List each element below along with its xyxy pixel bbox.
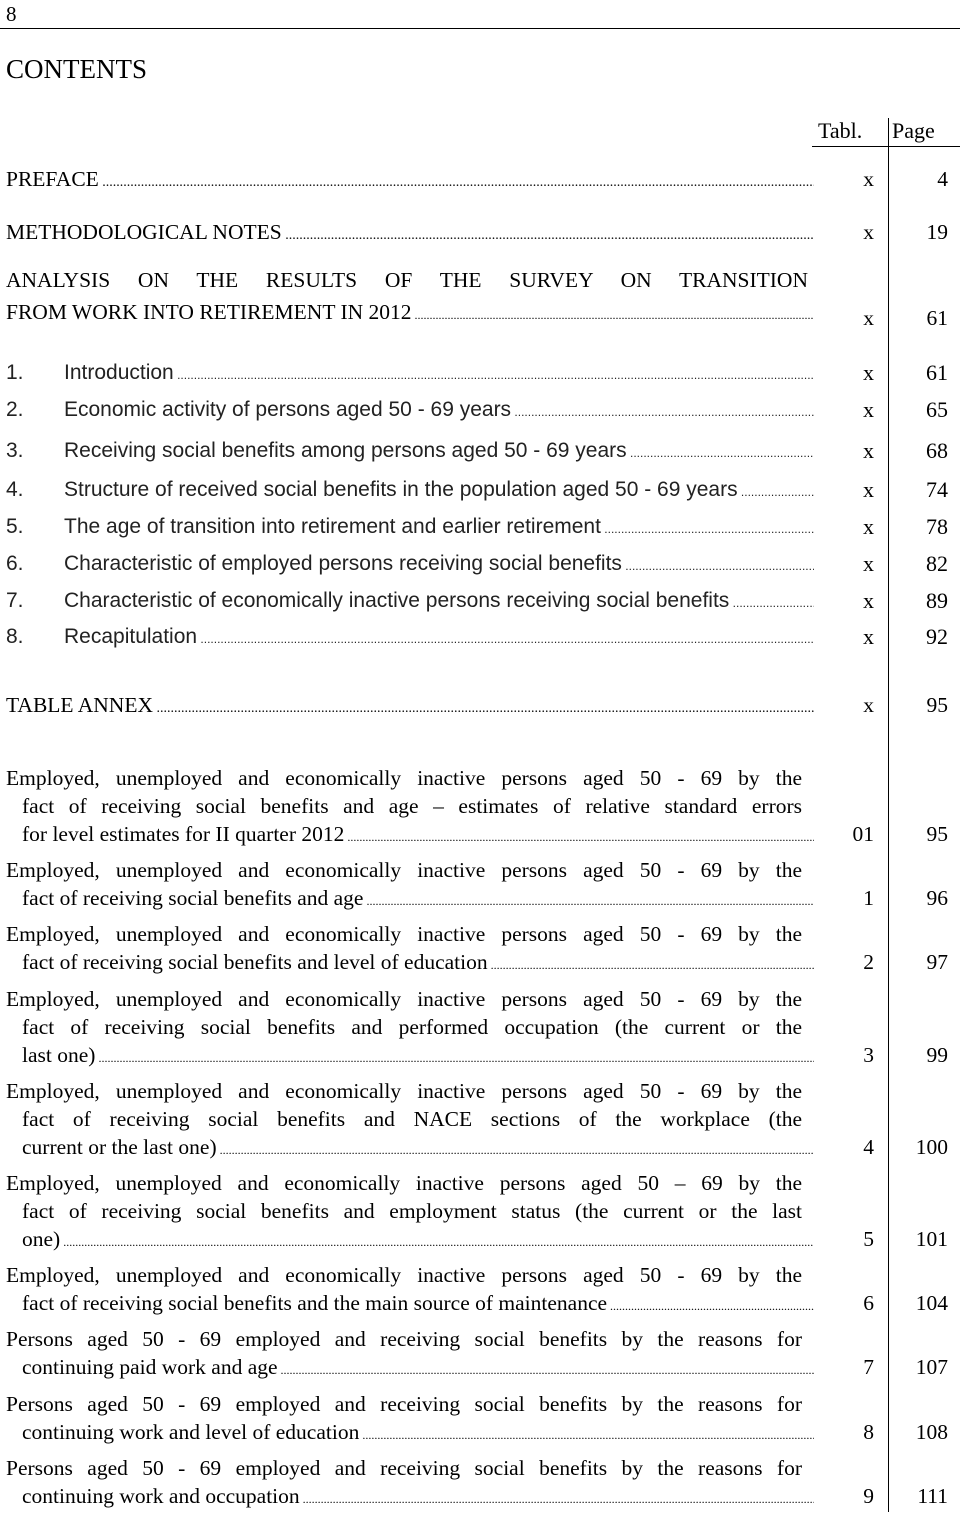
table-entry-line: Persons aged 50 - 69 employed and receiving social benefits by the reasons for	[6, 1392, 802, 1416]
table-entry-tabl: 2	[863, 950, 874, 974]
chapter-number: 2.	[6, 398, 24, 421]
chapter-tabl: x	[863, 477, 874, 502]
table-entry-line: continuing work and occupation .....	[22, 1482, 814, 1513]
toc-entry-tabl: x	[863, 693, 874, 717]
toc-entry-label: TABLE ANNEX .....	[6, 689, 814, 725]
toc-entry-page: 95	[926, 693, 948, 717]
table-entry-page: 107	[915, 1355, 948, 1379]
table-entry-line: Persons aged 50 - 69 employed and receiving social benefits by the reasons for	[6, 1456, 802, 1480]
chapter-page: 65	[926, 397, 948, 422]
chapter-number: 6.	[6, 552, 24, 575]
table-entry-tabl: 3	[863, 1043, 874, 1067]
toc-entry-label: PREFACE .....	[6, 163, 814, 199]
chapter-tabl: x	[863, 551, 874, 576]
chapter-page: 74	[926, 477, 948, 502]
table-entry-page: 96	[926, 886, 948, 910]
table-entry-tabl: 6	[863, 1291, 874, 1315]
chapter-label: Receiving social benefits among persons aged 50 - 69 years .....	[64, 436, 814, 468]
page-title: CONTENTS	[6, 54, 147, 84]
table-entry-line: fact of receiving social benefits and performed occupation (the current or the	[22, 1015, 802, 1039]
table-entry-line: one) .....	[22, 1225, 814, 1256]
toc-entry-tabl: x	[863, 306, 874, 330]
chapter-number: 7.	[6, 589, 24, 612]
chapter-tabl: x	[863, 624, 874, 649]
chapter-number: 4.	[6, 478, 24, 501]
toc-entry-label: METHODOLOGICAL NOTES .....	[6, 216, 814, 252]
page-number: 8	[6, 2, 17, 26]
chapter-number: 5.	[6, 515, 24, 538]
table-entry-line: fact of receiving social benefits and age – estimates of relative standard errors	[22, 794, 802, 818]
chapter-label: Economic activity of persons aged 50 - 69 years .....	[64, 395, 814, 427]
chapter-label: Characteristic of economically inactive persons receiving social benefits .....	[64, 586, 814, 618]
toc-entry-page: 61	[926, 306, 948, 330]
table-entry-line: fact of receiving social benefits and level of education .....	[22, 948, 814, 979]
chapter-label: Recapitulation .....	[64, 622, 814, 654]
header-rule	[812, 146, 960, 147]
table-entry-page: 97	[926, 950, 948, 974]
column-header-tabl: Tabl.	[818, 118, 863, 143]
chapter-label: Structure of received social benefits in the population aged 50 - 69 years .....	[64, 475, 814, 507]
column-header-page: Page	[892, 118, 935, 143]
chapter-number: 1.	[6, 361, 24, 384]
table-entry-tabl: 5	[863, 1227, 874, 1251]
table-entry-page: 111	[917, 1484, 948, 1508]
chapter-tabl: x	[863, 360, 874, 385]
table-entry-line: Employed, unemployed and economically inactive persons aged 50 - 69 by the	[6, 858, 802, 882]
table-entry-tabl: 7	[863, 1355, 874, 1379]
chapter-page: 89	[926, 588, 948, 613]
table-entry-page: 104	[915, 1291, 948, 1315]
table-entry-line: last one) .....	[22, 1041, 814, 1072]
chapter-page: 82	[926, 551, 948, 576]
table-entry-page: 101	[915, 1227, 948, 1251]
chapter-number: 3.	[6, 439, 24, 462]
chapter-number: 8.	[6, 625, 24, 648]
chapter-page: 78	[926, 514, 948, 539]
table-entry-tabl: 9	[863, 1484, 874, 1508]
table-entry-tabl: 01	[852, 822, 874, 846]
table-entry-line: fact of receiving social benefits and NACE sections of the workplace (the	[22, 1107, 802, 1131]
chapter-label: Introduction .....	[64, 358, 814, 390]
table-entry-line: current or the last one) .....	[22, 1133, 814, 1164]
toc-entry-page: 4	[937, 167, 948, 191]
chapter-tabl: x	[863, 588, 874, 613]
table-entry-line: fact of receiving social benefits and employment status (the current or the last	[22, 1199, 802, 1223]
table-entry-page: 99	[926, 1043, 948, 1067]
table-entry-line: Employed, unemployed and economically inactive persons aged 50 – 69 by the	[6, 1171, 802, 1195]
table-entry-tabl: 4	[863, 1135, 874, 1159]
top-rule	[0, 28, 960, 29]
chapter-page: 61	[926, 360, 948, 385]
table-entry-line: Persons aged 50 - 69 employed and receiving social benefits by the reasons for	[6, 1327, 802, 1351]
chapter-page: 92	[926, 624, 948, 649]
table-entry-tabl: 1	[863, 886, 874, 910]
toc-entry-tabl: x	[863, 220, 874, 244]
chapter-page: 68	[926, 438, 948, 463]
table-entry-line: Employed, unemployed and economically inactive persons aged 50 - 69 by the	[6, 987, 802, 1011]
table-entry-line: fact of receiving social benefits and age .....	[22, 884, 814, 915]
chapter-label: The age of transition into retirement and earlier retirement .....	[64, 512, 814, 544]
table-entry-line: Employed, unemployed and economically inactive persons aged 50 - 69 by the	[6, 766, 802, 790]
table-entry-line: continuing paid work and age .....	[22, 1353, 814, 1384]
table-entry-page: 95	[926, 822, 948, 846]
table-entry-page: 100	[915, 1135, 948, 1159]
toc-entry-page: 19	[926, 220, 948, 244]
table-entry-line: continuing work and level of education .....	[22, 1418, 814, 1449]
table-entry-line: Employed, unemployed and economically inactive persons aged 50 - 69 by the	[6, 1263, 802, 1287]
toc-entry-line: ANALYSIS ON THE RESULTS OF THE SURVEY ON TRANSITION	[6, 268, 808, 292]
toc-entry-line: FROM WORK INTO RETIREMENT IN 2012 .....	[6, 298, 814, 329]
table-entry-line: Employed, unemployed and economically inactive persons aged 50 - 69 by the	[6, 922, 802, 946]
table-entry-tabl: 8	[863, 1420, 874, 1444]
chapter-tabl: x	[863, 514, 874, 539]
chapter-tabl: x	[863, 438, 874, 463]
table-entry-line: Employed, unemployed and economically inactive persons aged 50 - 69 by the	[6, 1079, 802, 1103]
table-entry-page: 108	[915, 1420, 948, 1444]
chapter-label: Characteristic of employed persons receiving social benefits .....	[64, 549, 814, 581]
table-entry-line: fact of receiving social benefits and the main source of maintenance .....	[22, 1289, 814, 1320]
toc-entry-tabl: x	[863, 167, 874, 191]
table-entry-line: for level estimates for II quarter 2012 .....	[22, 820, 814, 851]
chapter-tabl: x	[863, 397, 874, 422]
